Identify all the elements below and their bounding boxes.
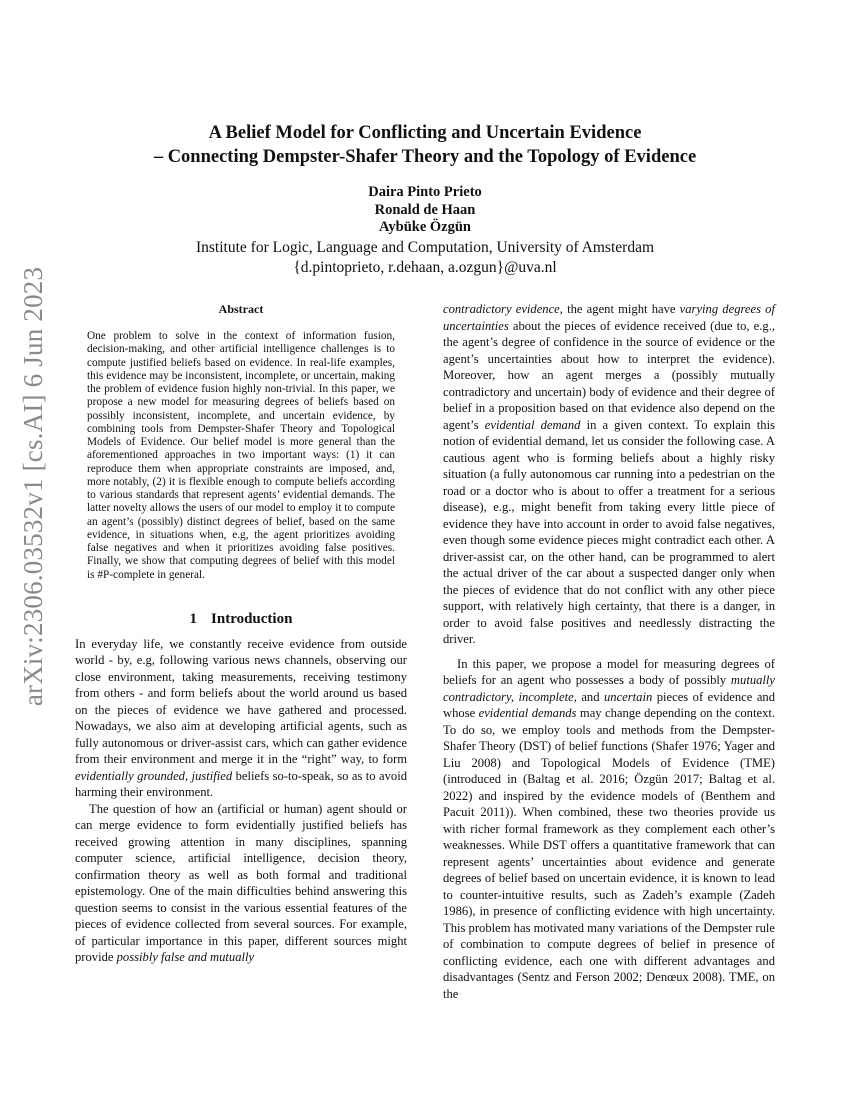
author-name: Aybüke Özgün xyxy=(379,219,471,235)
section-number: 1 xyxy=(189,610,198,627)
emphasis-text: uncertain xyxy=(603,689,653,704)
right-column xyxy=(443,301,775,1002)
emphasis-text: varying degrees of uncertainties xyxy=(443,302,775,333)
emphasis-text: possibly false and mutually xyxy=(116,950,255,965)
body-paragraph: The question of how an (artificial or human) agent should or can merge evidence to form evidentially justified beliefs has received growing attention in many disciplines, spanning computer science, artificial intelligence, decision theory, confirmation theory as well as both formal and traditional epistemology. One of the main difficulties behind answering this question seems to consist in the various essential features of the pieces of evidence collected from several sources. For example, of particular importance in this paper, different sources might provide possibly false and mutually xyxy=(75,801,407,965)
arxiv-identifier-stamp xyxy=(4,266,64,706)
body-paragraph: In this paper, we propose a model for measuring degrees of beliefs for an agent who possesses a body of possibly mutually contradictory, incomplete, and uncertain pieces of evidence and whose evidential demands may change depending on the context. To do so, we employ tools and methods from the Dempster-Shafer Theory (DST) of belief functions (Shafer 1976; Yager and Liu 2008) and Topological Models of Evidence (TME) (introduced in (Baltag et al. 2016; Özgün 2017; Baltag et al. 2022) and inspired by the evidence models of (Benthem and Pacuit 2011)). When combined, these two theories provide us with richer formal framework as they complement each other’s weaknesses. While DST offers a quantitative framework that can represent agents’ uncertainties about evidence and generate degrees of belief based on uncertain evidence, it is known to lead to counter-intuitive results, such as Zadeh’s example (Zadeh 1986), in presence of conflicting evidence with high uncertainty. This problem has motivated many variations of the Dempster rule of combination to compute degrees of belief in presence of conflicting evidence, each one with different advantages and disadvantages (Sentz and Ferson 2002; Denœux 2008). TME, on the xyxy=(443,656,776,1001)
emphasis-text: evidential demands xyxy=(478,706,577,720)
emphasis-text: contradictory evidence xyxy=(443,302,560,316)
emphasis-text: evidentially grounded, justified xyxy=(75,768,233,783)
left-column xyxy=(75,302,407,966)
section-title: Introduction xyxy=(211,610,293,627)
emphasis-text: mutually contradictory, incomplete, xyxy=(443,673,775,704)
arxiv-identifier-text: arXiv:2306.03532v1 [cs.AI] 6 Jun 2023 xyxy=(18,266,49,706)
paper-title-line-2: – Connecting Dempster-Shafer Theory and the Topology of Evidence xyxy=(153,147,697,167)
abstract-heading: Abstract xyxy=(218,302,264,316)
section-heading-introduction xyxy=(75,610,407,628)
paper-title xyxy=(100,121,750,169)
body-paragraph: contradictory evidence, the agent might have varying degrees of uncertainties about the pieces of evidence received (due to, e.g., the agent’s degree of confidence in the source of evidence or the agent’s uncertainties about how to interpret the evidence). Moreover, how an agent merges a (possibly mutually contradictory and uncertain) body of evidence and their degree of belief in a proposition based on that evidence also depend on the agent’s evidential demand in a given context. To explain this notion of evidential demand, let us consider the following case. A cautious agent who is forming beliefs about a highly risky situation (a fully autonomous car running into a pedestrian on the road or a doctor who is about to offer a treatment for a serious disease), e.g., might benefit from taking every little piece of evidence they have into account in order to avoid false negatives, even though some evidence pieces might contradict each other. A driver-assist car, on the other hand, can be programmed to alert the actual driver of the car about a suspected danger only when the pieces of evidence that do not conflict with any other piece support, with relatively high certainty, that there is a danger, in order to avoid false positives and needlessly distracting the driver. xyxy=(443,302,775,646)
author-emails: {d.pintoprieto, r.dehaan, a.ozgun}@uva.nl xyxy=(293,259,557,276)
abstract-text: One problem to solve in the context of information fusion, decision-making, and other artificial intelligence challenges is to compute justified beliefs based on evidence. In real-life examples, this evidence may be inconsistent, incomplete, or uncertain, making the problem of evidence fusion highly non-trivial. In this paper, we propose a new model for measuring degrees of beliefs based on possibly inconsistent, incomplete, and uncertain evidence, by combining tools from Dempster-Shafer Theory and Topological Models of Evidence. Our belief model is more general than the aforementioned approaches in two important ways: (1) it can reproduce them when appropriate constraints are imposed, and, more notably, (2) it is flexible enough to compute beliefs according to various standards that represent agents’ evidential demands. The latter novelty allows the users of our model to employ it to compute an agent’s (possibly) distinct degrees of belief, based on the same evidence, in situations when, e.g, the agent prioritizes avoiding false negatives and when it prioritizes avoiding false positives. Finally, we show that computing degrees of belief with this model is #P-complete in general. xyxy=(87,330,395,581)
author-affiliation: Institute for Logic, Language and Computation, University of Amsterdam xyxy=(195,238,654,256)
body-paragraph: In everyday life, we constantly receive evidence from outside world - by, e.g, following various news channels, observing our close environment, taking measurements, receiving testimony from others - and form beliefs about the world around us based on the pieces of evidence we have gathered and processed. Nowadays, we also aim at developing artificial agents, such as fully autonomous or driver-assist cars, which can gather evidence from their environment and merge it in the “right” way, to form evidentially grounded, justified beliefs so-to-speak, so as to avoid harming their environment. xyxy=(75,636,407,800)
paper-title-line-1: A Belief Model for Conflicting and Uncertain Evidence xyxy=(208,123,642,143)
author-name: Daira Pinto Prieto xyxy=(368,184,482,200)
author-name: Ronald de Haan xyxy=(374,201,476,218)
author-block xyxy=(100,184,750,278)
emphasis-text: evidential demand xyxy=(484,417,581,432)
